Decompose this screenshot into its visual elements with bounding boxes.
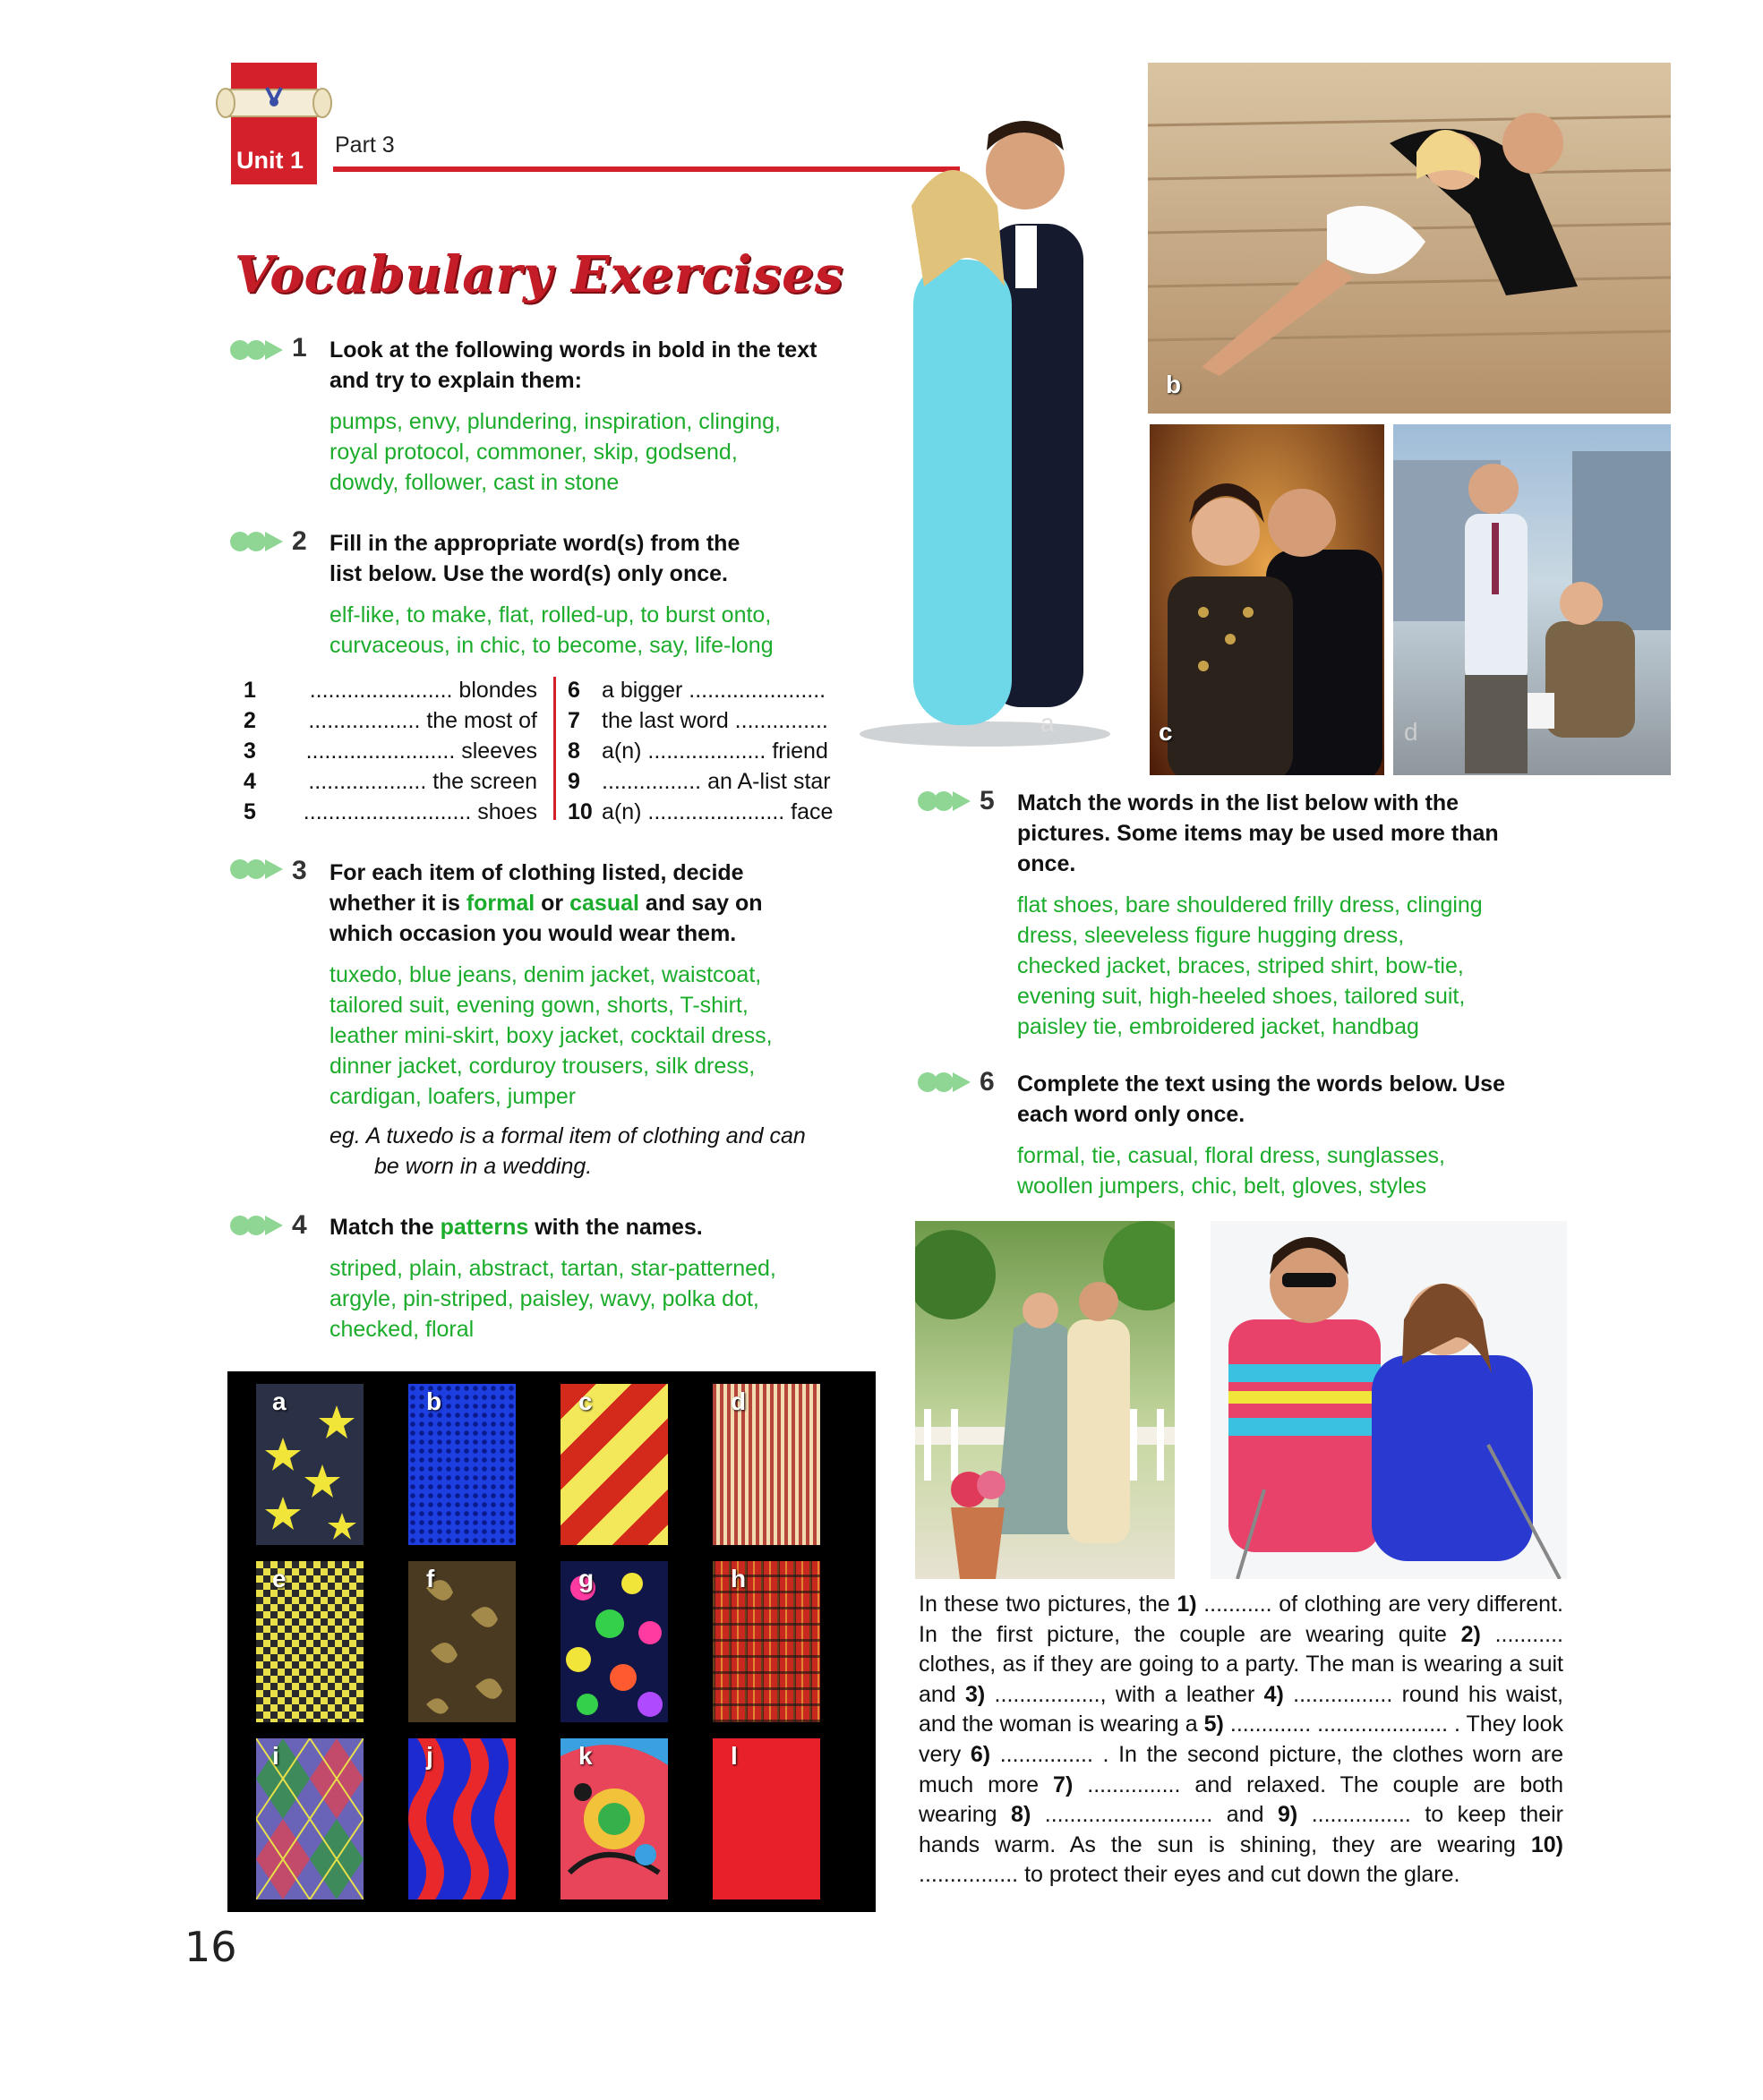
fill-in-row: 6 a bigger ...................... [568, 678, 826, 703]
photo-garden-couple [915, 1221, 1175, 1579]
exercise-5-number: 5 [980, 786, 995, 815]
swatch-label-j: j [426, 1742, 433, 1770]
photo-a [851, 107, 1143, 752]
fill-in-row: 4 ................... the screen [244, 769, 537, 794]
pin-striped-swatch [713, 1384, 820, 1545]
swatch-label-l: l [731, 1742, 738, 1770]
swatch-label-f: f [426, 1565, 435, 1592]
exercise-6-instruction: Complete the text using the words below. Use each word only once. [1017, 1071, 1505, 1127]
exercise-1-number: 1 [292, 333, 307, 363]
fill-in-row: 8 a(n) ................... friend [568, 738, 828, 764]
arrow-bullet-icon [229, 528, 287, 555]
page-number: 16 [184, 1923, 237, 1971]
exercise-1-instruction: Look at the following words in bold in the text and try to explain them: [329, 337, 817, 393]
swatch-label-a: a [272, 1387, 287, 1415]
arrow-bullet-icon [917, 1069, 974, 1096]
unit-label: Unit 1 [236, 147, 304, 174]
exercise-3-example: eg. A tuxedo is a formal item of clothing and can be worn in a wedding. [329, 1123, 806, 1179]
exercise-2-number: 2 [292, 526, 307, 556]
fill-in-row: 1 ....................... blondes [244, 678, 537, 703]
tartan-swatch [713, 1561, 820, 1722]
swatch-label-d: d [731, 1387, 747, 1415]
scroll-icon [211, 75, 337, 129]
photo-ski-couple [1211, 1221, 1567, 1579]
fill-in-row: 9 ................ an A-list star [568, 769, 831, 794]
column-divider [553, 677, 556, 820]
plain-swatch [713, 1738, 820, 1899]
exercise-5-instruction: Match the words in the list below with the pictures. Some items may be used more than once. [1017, 790, 1499, 876]
floral-swatch [561, 1561, 668, 1722]
swatch-label-i: i [272, 1742, 279, 1770]
swatch-label-g: g [578, 1565, 595, 1592]
exercise-6-number: 6 [980, 1067, 995, 1097]
swatch-label-e: e [272, 1565, 287, 1592]
abstract-swatch [561, 1738, 668, 1899]
paisley-swatch [408, 1561, 516, 1722]
exercise-5-words: flat shoes, bare shouldered frilly dress, clinging dress, sleeveless figure hugging dress, checked jacket, braces, striped shirt, bow-tie, evening suit, high-heeled shoes, tailored suit, paisley tie, embroidered jacket, handbag [1017, 892, 1483, 1039]
wavy-swatch [408, 1738, 516, 1899]
photo-d [1393, 424, 1671, 775]
part-label: Part 3 [335, 132, 395, 158]
arrow-bullet-icon [229, 337, 287, 363]
fill-in-row: 3 ........................ sleeves [244, 738, 537, 764]
fill-in-row: 5 ........................... shoes [244, 799, 537, 824]
polka-dot-swatch [408, 1384, 516, 1545]
swatch-label-k: k [578, 1742, 593, 1770]
exercise-1-words: pumps, envy, plundering, inspiration, clinging, royal protocol, commoner, skip, godsend, dowdy, follower, cast in stone [329, 409, 781, 495]
exercise-4-words: striped, plain, abstract, tartan, star-patterned, argyle, pin-striped, paisley, wavy, polka dot, checked, floral [329, 1256, 776, 1342]
section-title: Vocabulary Exercises [235, 245, 844, 304]
exercise-2-words: elf-like, to make, flat, rolled-up, to burst onto, curvaceous, in chic, to become, say, life-long [329, 602, 774, 658]
fill-in-row: 10 a(n) ...................... face [568, 799, 834, 824]
arrow-bullet-icon [229, 1212, 287, 1239]
exercise-3-instruction: For each item of clothing listed, decide whether it is formal or casual and say on which occasion you would wear them. [329, 860, 763, 946]
exercise-6-words: formal, tie, casual, floral dress, sunglasses, woollen jumpers, chic, belt, gloves, styles [1017, 1143, 1445, 1199]
photo-label-d: d [1404, 718, 1418, 746]
photo-label-c: c [1159, 718, 1173, 746]
exercise-3-words: tuxedo, blue jeans, denim jacket, waistcoat, tailored suit, evening gown, shorts, T-shirt, leather mini-skirt, boxy jacket, cocktail dress, dinner jacket, corduroy trousers, silk dress, cardigan, loafers, jumper [329, 962, 773, 1109]
striped-swatch [561, 1384, 668, 1545]
exercise-4-number: 4 [292, 1210, 307, 1240]
fill-in-left-column [244, 675, 539, 827]
photo-b [1148, 63, 1671, 414]
photo-label-b: b [1166, 371, 1182, 398]
exercise-3-number: 3 [292, 856, 307, 885]
exercise-2-instruction: Fill in the appropriate word(s) from the list below. Use the word(s) only once. [329, 531, 740, 586]
arrow-bullet-icon [917, 788, 974, 815]
exercise-4-instruction: Match the patterns with the names. [329, 1215, 703, 1240]
pattern-grid [227, 1371, 876, 1912]
photo-label-a: a [1040, 709, 1055, 737]
swatch-label-h: h [731, 1565, 747, 1592]
fill-in-row: 7 the last word ............... [568, 708, 828, 733]
photo-c [1150, 424, 1384, 775]
fill-in-right-column [568, 675, 872, 827]
arrow-bullet-icon [229, 856, 287, 883]
swatch-label-c: c [578, 1387, 593, 1415]
fill-in-row: 2 .................. the most of [244, 708, 537, 733]
swatch-label-b: b [426, 1387, 442, 1415]
completion-paragraph: In these two pictures, the 1) ........... of clothing are very different. In the first picture, the couple are wearing quite 2) ........... clothes, as if they are going to a party. The man is wearing a suit and 3) ................., with a leather 4) ................ round his waist, and the woman is wearing a 5) ............. ..................... . They look very 6) ............... . In the second picture, the clothes worn are much more 7) ............... and relaxed. The couple are both wearing 8) ........................... and 9) ................ to keep their hands warm. As the sun is shining, they are wearing 10) ................ to protect their eyes and cut down the glare. [919, 1592, 1564, 1888]
